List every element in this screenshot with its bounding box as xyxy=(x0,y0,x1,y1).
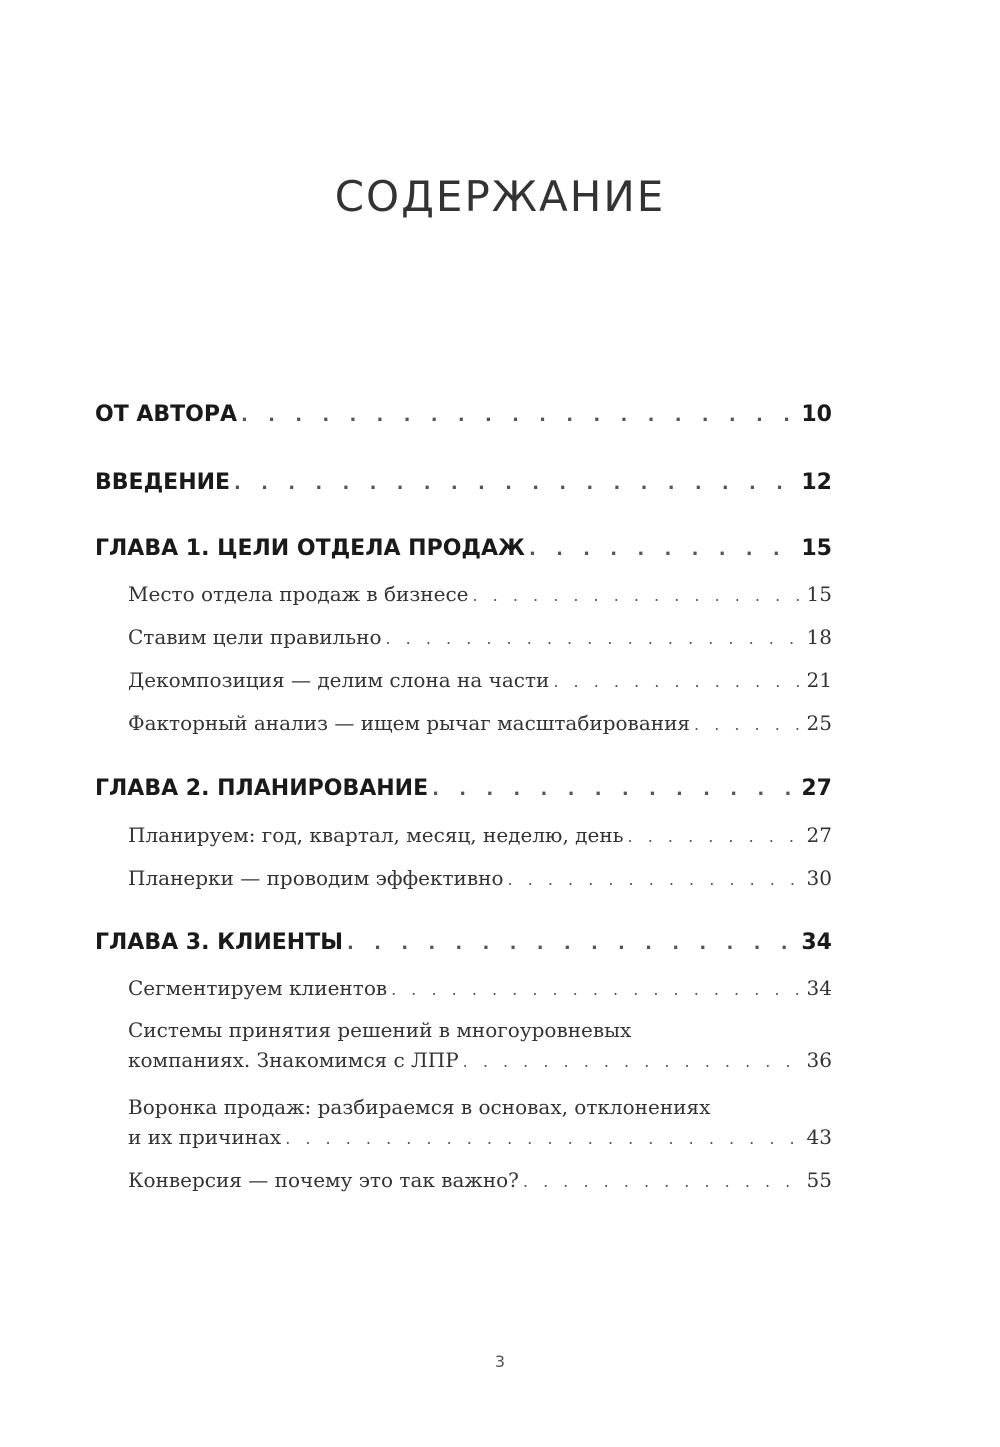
page-title: СОДЕРЖАНИЕ xyxy=(334,172,666,221)
toc-entry-label: Ставим цели правильно xyxy=(128,625,382,649)
toc-section-entry[interactable] xyxy=(128,711,832,735)
dot-leader xyxy=(628,827,803,846)
dot-leader xyxy=(463,1052,803,1071)
toc-chapter-entry[interactable] xyxy=(95,470,832,495)
dot-leader xyxy=(523,1172,803,1191)
toc-section-label-line1: Системы принятия решений в многоуровневых xyxy=(128,1018,632,1042)
dot-leader xyxy=(529,539,797,560)
toc-section-entry[interactable] xyxy=(128,1048,832,1072)
toc-section-entry[interactable] xyxy=(128,1125,832,1149)
toc-page-number: 36 xyxy=(806,1048,832,1072)
toc-page-number: 27 xyxy=(806,823,832,847)
dot-leader xyxy=(347,933,797,954)
toc-page-number: 43 xyxy=(806,1125,832,1149)
toc-page-number: 30 xyxy=(806,866,832,890)
dot-leader xyxy=(473,586,803,605)
toc-section-entry[interactable] xyxy=(128,823,832,847)
toc-section-label-line1: Воронка продаж: разбираемся в основах, отклонениях xyxy=(128,1095,711,1119)
toc-chapter-entry[interactable] xyxy=(95,536,832,561)
toc-section-entry[interactable] xyxy=(128,976,832,1000)
dot-leader xyxy=(234,473,797,494)
toc-page-number: 27 xyxy=(801,776,832,801)
toc-page-number: 55 xyxy=(806,1168,832,1192)
toc-entry-label: Планируем: год, квартал, месяц, неделю, день xyxy=(128,823,624,847)
toc-entry-label: ОТ АВТОРА xyxy=(95,402,238,427)
toc-entry-label: Место отдела продаж в бизнесе xyxy=(128,582,469,606)
page-number: 3 xyxy=(494,1352,506,1371)
toc-entry-label: компаниях. Знакомимся с ЛПР xyxy=(128,1048,459,1072)
toc-entry-label: Факторный анализ — ищем рычаг масштабирования xyxy=(128,711,691,735)
toc-page-number: 34 xyxy=(801,930,832,955)
toc-page-number: 21 xyxy=(806,668,832,692)
dot-leader xyxy=(285,1129,802,1148)
toc-page-number: 18 xyxy=(806,625,832,649)
dot-leader xyxy=(391,980,802,999)
toc-page-number: 25 xyxy=(806,711,832,735)
toc-chapter-entry[interactable] xyxy=(95,930,832,955)
toc-section-entry[interactable] xyxy=(128,866,832,890)
dot-leader xyxy=(386,629,803,648)
dot-leader xyxy=(241,405,797,426)
toc-entry-label: ГЛАВА 2. ПЛАНИРОВАНИЕ xyxy=(95,776,429,801)
dot-leader xyxy=(508,870,803,889)
toc-entry-label: ГЛАВА 3. КЛИЕНТЫ xyxy=(95,930,344,955)
toc-section-entry[interactable] xyxy=(128,625,832,649)
toc-section-entry[interactable] xyxy=(128,1168,832,1192)
dot-leader xyxy=(432,779,797,800)
toc-page-number: 12 xyxy=(801,470,832,495)
toc-section-entry[interactable] xyxy=(128,582,832,606)
dot-leader xyxy=(694,715,803,734)
toc-page-number: 34 xyxy=(806,976,832,1000)
toc-entry-label: Конверсия — почему это так важно? xyxy=(128,1168,519,1192)
toc-page-number: 15 xyxy=(801,536,832,561)
toc-entry-label: Сегментируем клиентов xyxy=(128,976,388,1000)
toc-chapter-entry[interactable] xyxy=(95,776,832,801)
dot-leader xyxy=(553,672,802,691)
toc-chapter-entry[interactable] xyxy=(95,402,832,427)
toc-entry-label: Декомпозиция — делим слона на части xyxy=(128,668,550,692)
toc-page-number: 15 xyxy=(806,582,832,606)
toc-page-number: 10 xyxy=(801,402,832,427)
toc-entry-label: Планерки — проводим эффективно xyxy=(128,866,504,890)
toc-entry-label: ГЛАВА 1. ЦЕЛИ ОТДЕЛА ПРОДАЖ xyxy=(95,536,525,561)
toc-entry-label: и их причинах xyxy=(128,1125,282,1149)
toc-entry-label: ВВЕДЕНИЕ xyxy=(95,470,231,495)
toc-section-entry[interactable] xyxy=(128,668,832,692)
